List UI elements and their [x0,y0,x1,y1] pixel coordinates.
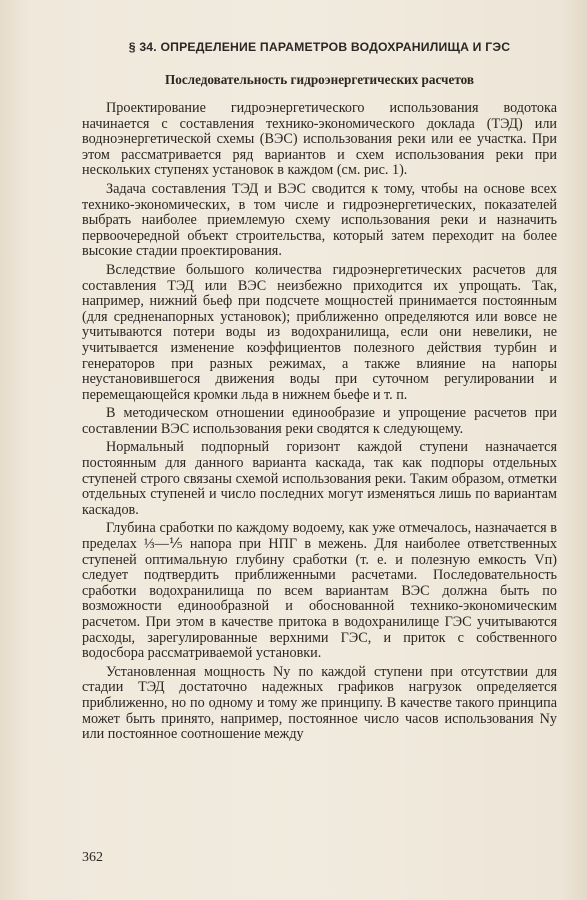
paragraph-1: Проектирование гидроэнергетического использования водотока начинается с составления технико-экономического доклада (ТЭД) или водноэнергетической схемы (ВЭС) использования реки или ее участка. При этом рассматривается ряд вариантов и схем использования реки при нескольких ступенях установок в каждом (см. рис. 1). [82,100,557,179]
paragraph-4: В методическом отношении единообразие и упрощение расчетов при составлении ВЭС использования реки сводятся к следующему. [82,405,557,437]
page-content [82,40,557,746]
paragraph-7: Установленная мощность Nу по каждой ступени при отсутствии для стадии ТЭД достаточно надежных графиков нагрузок определяется приближенно, но по одному и тому же принципу. В качестве такого принципа может быть принято, например, постоянное число часов использования Nу или постоянное соотношение между [82,663,557,743]
paragraph-3: Вследствие большого количества гидроэнергетических расчетов для составления ТЭД или ВЭС неизбежно приходится их упрощать. Так, например, нижний бьеф при подсчете мощностей принимается постоянным (для средненапорных установок); приближенно определяются или вовсе не учитываются потери воды из водохранилища, если они невелики, не учитывается изменение коэффициентов полезного действия турбин и генераторов при разных режимах, а также влияние на напоры неустановившегося движения воды при суточном регулировании и перемещающейся кромки льда в нижнем бьефе и т. п. [82,261,557,403]
paragraph-5: Нормальный подпорный горизонт каждой ступени назначается постоянным для данного варианта каскада, так как подпоры отдельных ступеней строго связаны схемой использования реки. Таким образом, отметки отдельных ступеней и число последних могут изменяться лишь по вариантам каскадов. [82,439,557,518]
paragraph-2: Задача составления ТЭД и ВЭС сводится к тому, чтобы на основе всех технико-экономических, в том числе и гидроэнергетических, показателей выбрать наиболее приемлемую схему использования реки и назначить первоочередной объект строительства, который затем переходит на более высокие стадии проектирования. [82,180,557,260]
page-number: 362 [82,850,103,865]
subsection-heading: Последовательность гидроэнергетических расчетов [164,72,475,87]
section-heading: § 34. ОПРЕДЕЛЕНИЕ ПАРАМЕТРОВ ВОДОХРАНИЛИЩА И ГЭС [128,40,511,54]
paragraph-6: Глубина сработки по каждому водоему, как уже отмечалось, назначается в пределах ⅓—⅕ напора при НПГ в межень. Для наиболее ответственных ступеней оптимальную глубину сработки (т. е. и полезную емкость Vп) следует подтвердить приближенными расчетами. Последовательность сработки водохранилища по всем вариантам ВЭС должна быть по возможности единообразной и обоснованной технико-экономическим расчетом. При этом в качестве притока в водохранилище ГЭС учитываются расходы, зарегулированные верхними ГЭС, и приток с собственного водосбора рассматриваемой установки. [82,520,557,662]
